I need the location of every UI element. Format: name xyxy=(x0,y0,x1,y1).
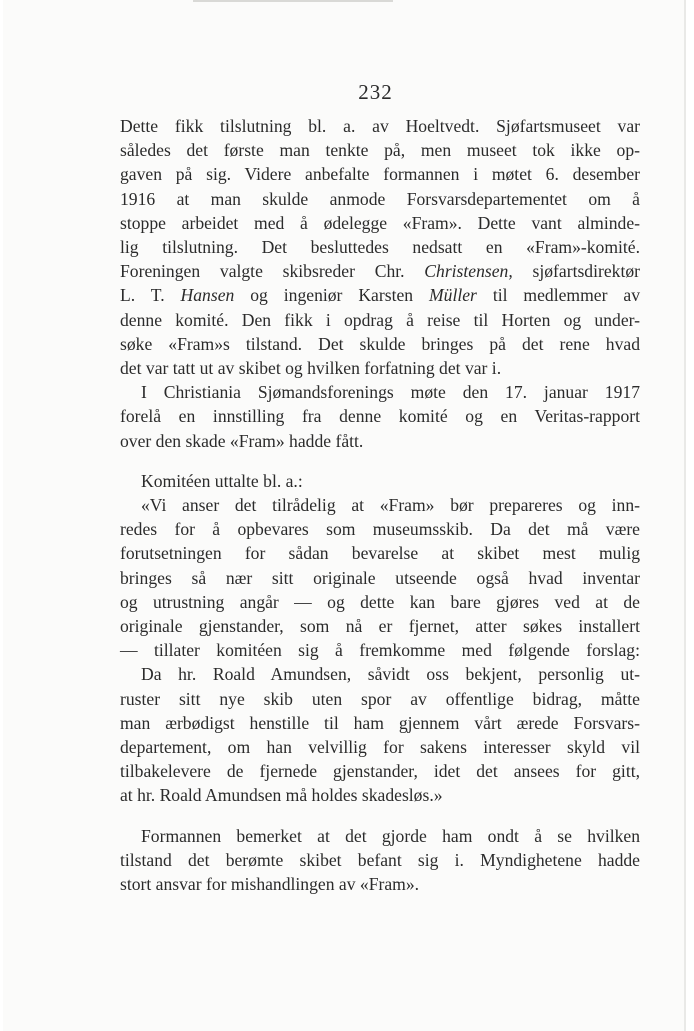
text-line: søke «Fram»s tilstand. Det skulde bringes på det rene hvad xyxy=(120,333,640,354)
text-line: Formannen bemerket at det gjorde ham ondt å se hvilken xyxy=(141,825,640,846)
text-line-with-name xyxy=(120,259,640,283)
person-name-hansen: Hansen xyxy=(180,285,235,306)
text-fragment: L. T. xyxy=(120,285,181,306)
text-line: og utrustning angår — og dette kan bare gjøres ved at de xyxy=(120,591,640,612)
page-number: 232 xyxy=(358,80,393,104)
text-line: originale gjenstander, som nå er fjernet, atter søkes installert xyxy=(120,616,640,637)
paragraph-4-quote xyxy=(120,493,640,662)
text-fragment: Foreningen valgte skibsreder Chr. xyxy=(120,261,425,282)
paragraph-2 xyxy=(120,380,640,453)
text-line: over den skade «Fram» hadde fått. xyxy=(120,430,364,451)
person-name-muller: Müller xyxy=(429,285,477,306)
paragraph-1 xyxy=(120,114,640,380)
text-line: — tillater komitéen sig å fremkomme med følgende forslag: xyxy=(120,640,640,661)
text-line: forelå en innstilling fra denne komité og en Veritas-rapport xyxy=(120,406,640,427)
text-line: departement, om han velvillig for sakens interesser skyld vil xyxy=(120,737,640,758)
text-line: «Vi anser det tilrådelig at «Fram» bør prepareres og inn- xyxy=(141,495,640,516)
top-rule xyxy=(193,0,393,2)
paragraph-3 xyxy=(120,469,640,493)
text-line-with-names xyxy=(120,283,640,307)
text-line: I Christiania Sjømandsforenings møte den 17. januar 1917 xyxy=(141,382,640,403)
paragraph-gap xyxy=(120,453,640,469)
text-line: således det første man tenkte på, men museet tok ikke op- xyxy=(120,140,640,161)
text-line: denne komité. Den fikk i opdrag å reise til Horten og under- xyxy=(120,309,640,330)
text-line: man ærbødigst henstille til ham gjennem vårt ærede Forsvars- xyxy=(120,712,640,733)
text-line: at hr. Roald Amundsen må holdes skadesløs.» xyxy=(120,785,443,806)
text-line: forutsetningen for sådan bevarelse at skibet mest mulig xyxy=(120,543,640,564)
text-line: Dette fikk tilslutning bl. a. av Hoeltvedt. Sjøfartsmuseet var xyxy=(120,116,640,136)
person-name-christensen: Christensen, xyxy=(424,261,513,282)
text-line: tilstand det berømte skibet befant sig i. Myndighetene hadde xyxy=(120,849,640,870)
paragraph-6 xyxy=(120,824,640,897)
page-sheet xyxy=(3,0,686,1031)
text-line: lig tilslutning. Det besluttedes nedsatt en «Fram»-komité. xyxy=(120,237,640,258)
text-line: tilbakelevere de fjernede gjenstander, idet det ansees for gitt, xyxy=(120,761,640,782)
text-line: 1916 at man skulde anmode Forsvarsdepartementet om å xyxy=(120,188,640,209)
text-fragment: til medlemmer av xyxy=(476,285,640,306)
body-text xyxy=(120,114,640,896)
text-line: det var tatt ut av skibet og hvilken forfatning det var i. xyxy=(120,358,502,379)
text-fragment: sjøfartsdirektør xyxy=(512,261,640,282)
text-line: redes for å opbevares som museumsskib. Da det må være xyxy=(120,519,640,540)
text-line: Da hr. Roald Amundsen, såvidt oss bekjent, personlig ut- xyxy=(141,664,640,685)
paragraph-5-quote xyxy=(120,662,640,807)
text-line: bringes så nær sitt originale utseende også hvad inventar xyxy=(120,567,640,588)
text-line: gaven på sig. Videre anbefalte formannen i møtet 6. desember xyxy=(120,164,640,185)
text-line: stort ansvar for mishandlingen av «Fram». xyxy=(120,874,420,895)
text-line: Komitéen uttalte bl. a.: xyxy=(141,470,303,491)
paragraph-gap xyxy=(120,808,640,824)
text-fragment: og ingeniør Karsten xyxy=(234,285,429,306)
text-line: stoppe arbeidet med å ødelegge «Fram». Dette vant alminde- xyxy=(120,212,640,233)
text-line: ruster sitt nye skib uten spor av offentlige bidrag, måtte xyxy=(120,688,640,709)
